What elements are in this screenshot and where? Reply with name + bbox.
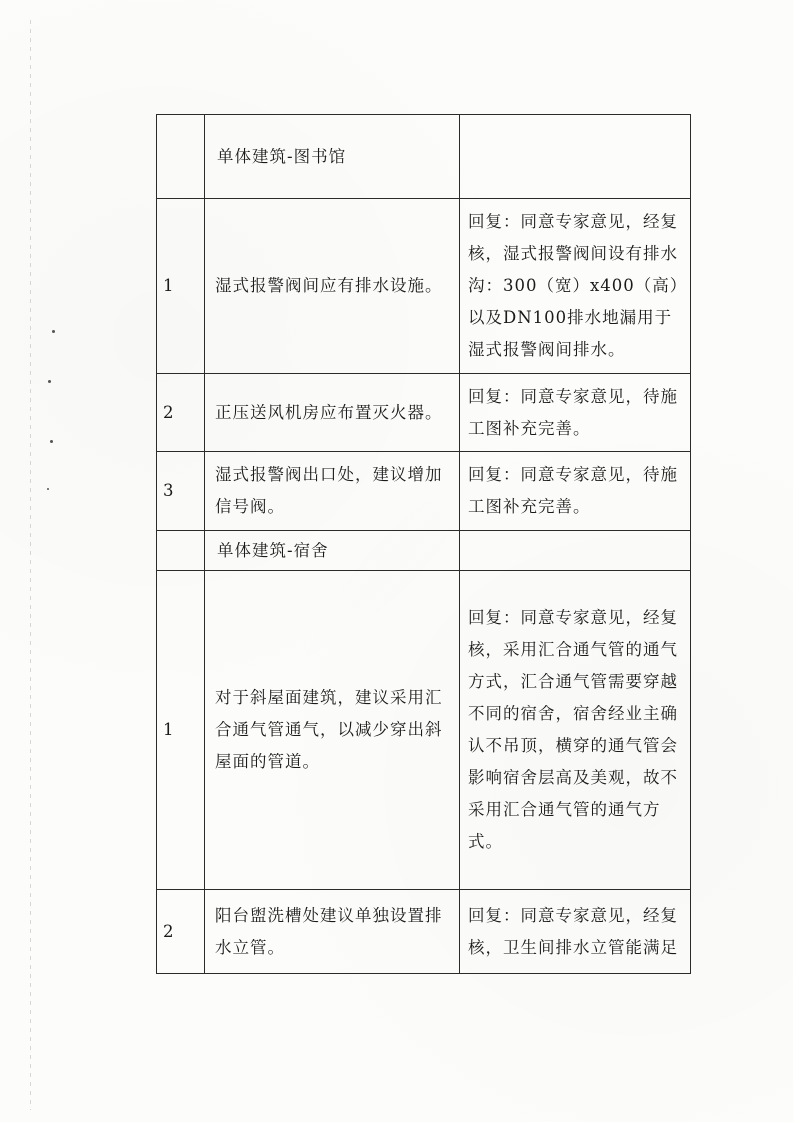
review-item-text: 湿式报警阀间应有排水设施。 — [215, 276, 443, 295]
row-number-cell: 3 — [157, 452, 205, 531]
review-item-text: 湿式报警阀出口处，建议增加信号阀。 — [215, 465, 443, 516]
reply-cell — [460, 571, 691, 890]
reply-text: 回复：同意专家意见，经复核，采用汇合通气管的通气方式，汇合通气管需要穿越不同的宿舍，宿舍经业主确认不吊顶，横穿的通气管会影响宿舍层高及美观，故不采用汇合通气管的通气方式。 — [468, 608, 678, 851]
review-item-cell — [205, 890, 460, 974]
table-row — [157, 374, 691, 452]
table-row-section — [157, 115, 691, 199]
reply-cell — [460, 452, 691, 531]
scan-speck — [47, 488, 49, 490]
scan-speck — [50, 440, 53, 443]
table-row — [157, 199, 691, 374]
reply-text: 回复：同意专家意见，待施工图补充完善。 — [468, 386, 678, 438]
reply-cell — [460, 199, 691, 374]
section-title-cell: 单体建筑-图书馆 — [205, 115, 460, 199]
reply-cell — [460, 531, 691, 571]
reply-text: 回复：同意专家意见，经复核，湿式报警阀间设有排水沟：300（宽）x400（高）以及DN100排水地漏用于湿式报警阀间排水。 — [468, 212, 680, 359]
scan-speck — [48, 380, 51, 383]
review-item-cell — [205, 199, 460, 374]
reply-cell — [460, 890, 691, 974]
review-item-text: 对于斜屋面建筑，建议采用汇合通气管通气，以减少穿出斜屋面的管道。 — [215, 688, 443, 771]
row-number-cell: 1 — [157, 199, 205, 374]
table-row — [157, 452, 691, 531]
reply-cell — [460, 374, 691, 452]
table-row-section — [157, 531, 691, 571]
reply-text: 回复：同意专家意见，待施工图补充完善。 — [468, 465, 678, 516]
review-item-cell — [205, 374, 460, 452]
row-number-cell — [157, 115, 205, 199]
review-item-cell — [205, 571, 460, 890]
review-item-cell — [205, 452, 460, 531]
scan-speck — [52, 330, 55, 333]
row-number-cell: 1 — [157, 571, 205, 890]
binding-margin-line — [30, 20, 31, 1110]
reply-cell — [460, 115, 691, 199]
row-number-cell — [157, 531, 205, 571]
review-item-text: 阳台盥洗槽处建议单独设置排水立管。 — [215, 905, 443, 957]
reply-text: 回复：同意专家意见，经复核，卫生间排水立管能满足 — [468, 905, 678, 957]
review-item-text: 正压送风机房应布置灭火器。 — [215, 402, 443, 422]
review-response-table — [156, 114, 691, 974]
row-number-cell: 2 — [157, 890, 205, 974]
section-title-cell: 单体建筑-宿舍 — [205, 531, 460, 571]
table-row — [157, 890, 691, 974]
table-row — [157, 571, 691, 890]
row-number-cell: 2 — [157, 374, 205, 452]
